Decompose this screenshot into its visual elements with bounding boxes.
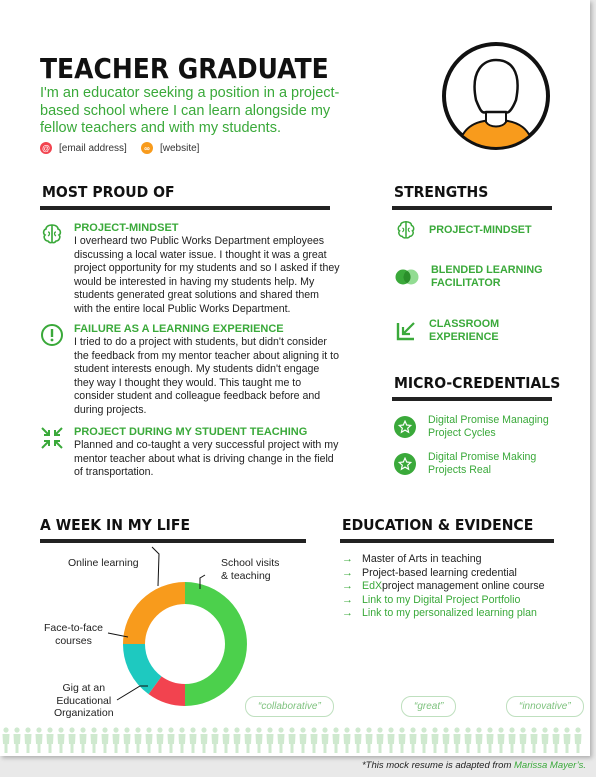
strengths-divider	[392, 206, 552, 210]
footnote-text: *This mock resume is adapted from	[361, 760, 515, 771]
person-icon	[25, 727, 32, 753]
corner-arrow-icon	[395, 320, 417, 342]
pie-label-line: Organization	[54, 707, 114, 719]
arrow-right-icon: →	[342, 593, 353, 606]
objective-statement: I'm an educator seeking a position in a project-based school where I can learn alongside my fellow teachers and with my students.	[40, 85, 340, 136]
person-icon	[322, 727, 329, 753]
person-icon	[3, 727, 10, 753]
pie-label-line: courses	[55, 634, 92, 647]
converge-arrows-icon	[40, 426, 64, 450]
person-icon	[113, 727, 120, 753]
star-badge-icon	[394, 453, 416, 475]
person-icon	[377, 727, 384, 753]
quote-bubble: “great”	[401, 696, 456, 717]
page-title: TEACHER GRADUATE	[40, 52, 329, 85]
person-icon	[300, 727, 307, 753]
star-badge-icon	[394, 416, 416, 438]
blend-circles-icon	[395, 266, 419, 288]
person-icon	[58, 727, 65, 753]
person-icon	[443, 727, 450, 753]
education-link-text[interactable]: Link to my personalized learning plan	[362, 607, 537, 620]
pie-label-line: & teaching	[221, 569, 271, 582]
link-icon: ∞	[141, 142, 153, 154]
avatar-icon	[440, 40, 552, 152]
micro-credential-label: Digital Promise Managing Project Cycles	[428, 414, 549, 439]
person-icon	[355, 727, 362, 753]
person-icon	[80, 727, 87, 753]
person-icon	[47, 727, 54, 753]
person-icon	[234, 727, 241, 753]
proud-item-failure	[40, 323, 340, 418]
person-icon	[69, 727, 76, 753]
proud-item-project-mindset	[40, 222, 340, 317]
strength-blended-learning	[395, 264, 561, 290]
strength-label: BLENDED LEARNING FACILITATOR	[431, 264, 543, 289]
education-item-text: project management online course	[382, 580, 545, 593]
person-icon	[91, 727, 98, 753]
quote-bubble: “collaborative”	[245, 696, 334, 717]
donut-slice-3	[123, 582, 185, 644]
person-icon	[124, 727, 131, 753]
person-icon	[454, 727, 461, 753]
person-icon	[344, 727, 351, 753]
pie-label-line: Gig at an	[62, 682, 106, 694]
proud-heading: MOST PROUD OF	[42, 184, 175, 202]
pie-label-online	[68, 557, 139, 570]
person-icon	[36, 727, 43, 753]
person-icon	[311, 727, 318, 753]
person-icon	[179, 727, 186, 753]
person-icon	[333, 727, 340, 753]
pie-label-line: Face-to-face	[44, 622, 103, 634]
person-icon	[432, 727, 439, 753]
edx-text: EdX	[362, 580, 383, 593]
person-icon	[267, 727, 274, 753]
strength-label: PROJECT-MINDSET	[429, 223, 532, 236]
person-icon	[256, 727, 263, 753]
education-link-text[interactable]: Link to my Digital Project Portfolio	[362, 593, 521, 606]
micro-credential-item	[394, 451, 568, 477]
person-icon	[520, 727, 527, 753]
education-item	[342, 567, 545, 581]
person-icon	[465, 727, 472, 753]
strength-classroom-experience	[395, 318, 559, 344]
donut-slice-0	[185, 582, 247, 706]
proud-item-title: PROJECT DURING MY STUDENT TEACHING	[74, 426, 308, 438]
education-heading: EDUCATION & EVIDENCE	[342, 517, 534, 535]
pie-label-line: Online learning	[68, 557, 139, 569]
education-item-text: Master of Arts in teaching	[362, 553, 482, 565]
proud-divider	[40, 206, 330, 210]
person-icon	[553, 727, 560, 753]
micro-credential-label: Digital Promise Making Projects Real	[428, 451, 537, 476]
arrow-right-icon: →	[342, 566, 353, 579]
at-icon: @	[40, 142, 52, 154]
week-heading: A WEEK IN MY LIFE	[40, 517, 191, 535]
people-row-icon	[0, 722, 590, 754]
brain-icon	[40, 222, 64, 246]
proud-item-title: FAILURE AS A LEARNING EXPERIENCE	[74, 323, 284, 335]
pie-label-line: School visits	[221, 557, 280, 569]
footnote-author: Marissa Mayer’s.	[514, 760, 586, 771]
proud-item-title: PROJECT-MINDSET	[74, 222, 179, 234]
person-icon	[487, 727, 494, 753]
brain-icon	[395, 219, 417, 241]
pie-label-line: Educational	[56, 694, 112, 707]
person-icon	[212, 727, 219, 753]
arrow-right-icon: →	[342, 607, 353, 620]
education-item	[342, 553, 545, 567]
person-icon	[157, 727, 164, 753]
website-text: [website]	[160, 142, 200, 154]
education-divider	[340, 539, 554, 543]
arrow-right-icon: →	[342, 553, 353, 565]
education-item	[342, 580, 545, 594]
pie-label-face	[44, 622, 103, 647]
person-icon	[410, 727, 417, 753]
person-icon	[14, 727, 21, 753]
strength-project-mindset	[395, 219, 559, 241]
micro-heading: MICRO-CREDENTIALS	[394, 375, 561, 393]
quote-bubble: “innovative”	[506, 696, 584, 717]
strength-label: CLASSROOM EXPERIENCE	[429, 318, 500, 343]
proud-item-text: I overheard two Public Works Department employees discussing a local water issue. I thought it was a great project opportunity for my students and so I asked if they would be interested in having my students help. My students generated great solutions and shared them with the entire local Public Works Department.	[74, 235, 340, 315]
website-contact[interactable]	[141, 142, 199, 154]
pie-label-school	[221, 557, 279, 582]
arrow-right-icon: →	[342, 580, 353, 593]
person-icon	[564, 727, 571, 753]
person-icon	[399, 727, 406, 753]
strengths-heading: STRENGTHS	[394, 184, 489, 202]
person-icon	[421, 727, 428, 753]
person-icon	[190, 727, 197, 753]
person-icon	[498, 727, 505, 753]
person-icon	[135, 727, 142, 753]
person-icon	[531, 727, 538, 753]
person-icon	[476, 727, 483, 753]
person-icon	[366, 727, 373, 753]
person-icon	[278, 727, 285, 753]
person-icon	[245, 727, 252, 753]
person-icon	[102, 727, 109, 753]
education-item-text: Project-based learning credential	[362, 566, 517, 579]
exclamation-icon	[40, 323, 64, 347]
pie-label-gig	[54, 682, 114, 720]
person-icon	[168, 727, 175, 753]
footnote	[362, 760, 586, 771]
person-icon	[542, 727, 549, 753]
person-icon	[146, 727, 153, 753]
person-icon	[388, 727, 395, 753]
proud-item-text: Planned and co-taught a very successful project with my mentor teacher about what is driving change in the field of transportation.	[74, 439, 339, 479]
education-list	[342, 553, 545, 621]
micro-divider	[392, 397, 552, 401]
person-icon	[575, 727, 582, 753]
micro-credential-item	[394, 414, 568, 440]
email-contact[interactable]	[40, 142, 127, 154]
person-icon	[509, 727, 516, 753]
proud-item-student-teaching	[40, 426, 340, 480]
portfolio-link[interactable]	[342, 594, 545, 608]
person-icon	[289, 727, 296, 753]
person-icon	[223, 727, 230, 753]
email-text: [email address]	[59, 142, 127, 154]
person-icon	[201, 727, 208, 753]
proud-item-text: I tried to do a project with students, but didn't consider the feedback from my mentor teacher about aligning it to student interests enough. My students didn't engage they way I thought they would. This taught me to consider student and colleague feedback before and during projects.	[74, 336, 339, 416]
learning-plan-link[interactable]	[342, 607, 545, 621]
